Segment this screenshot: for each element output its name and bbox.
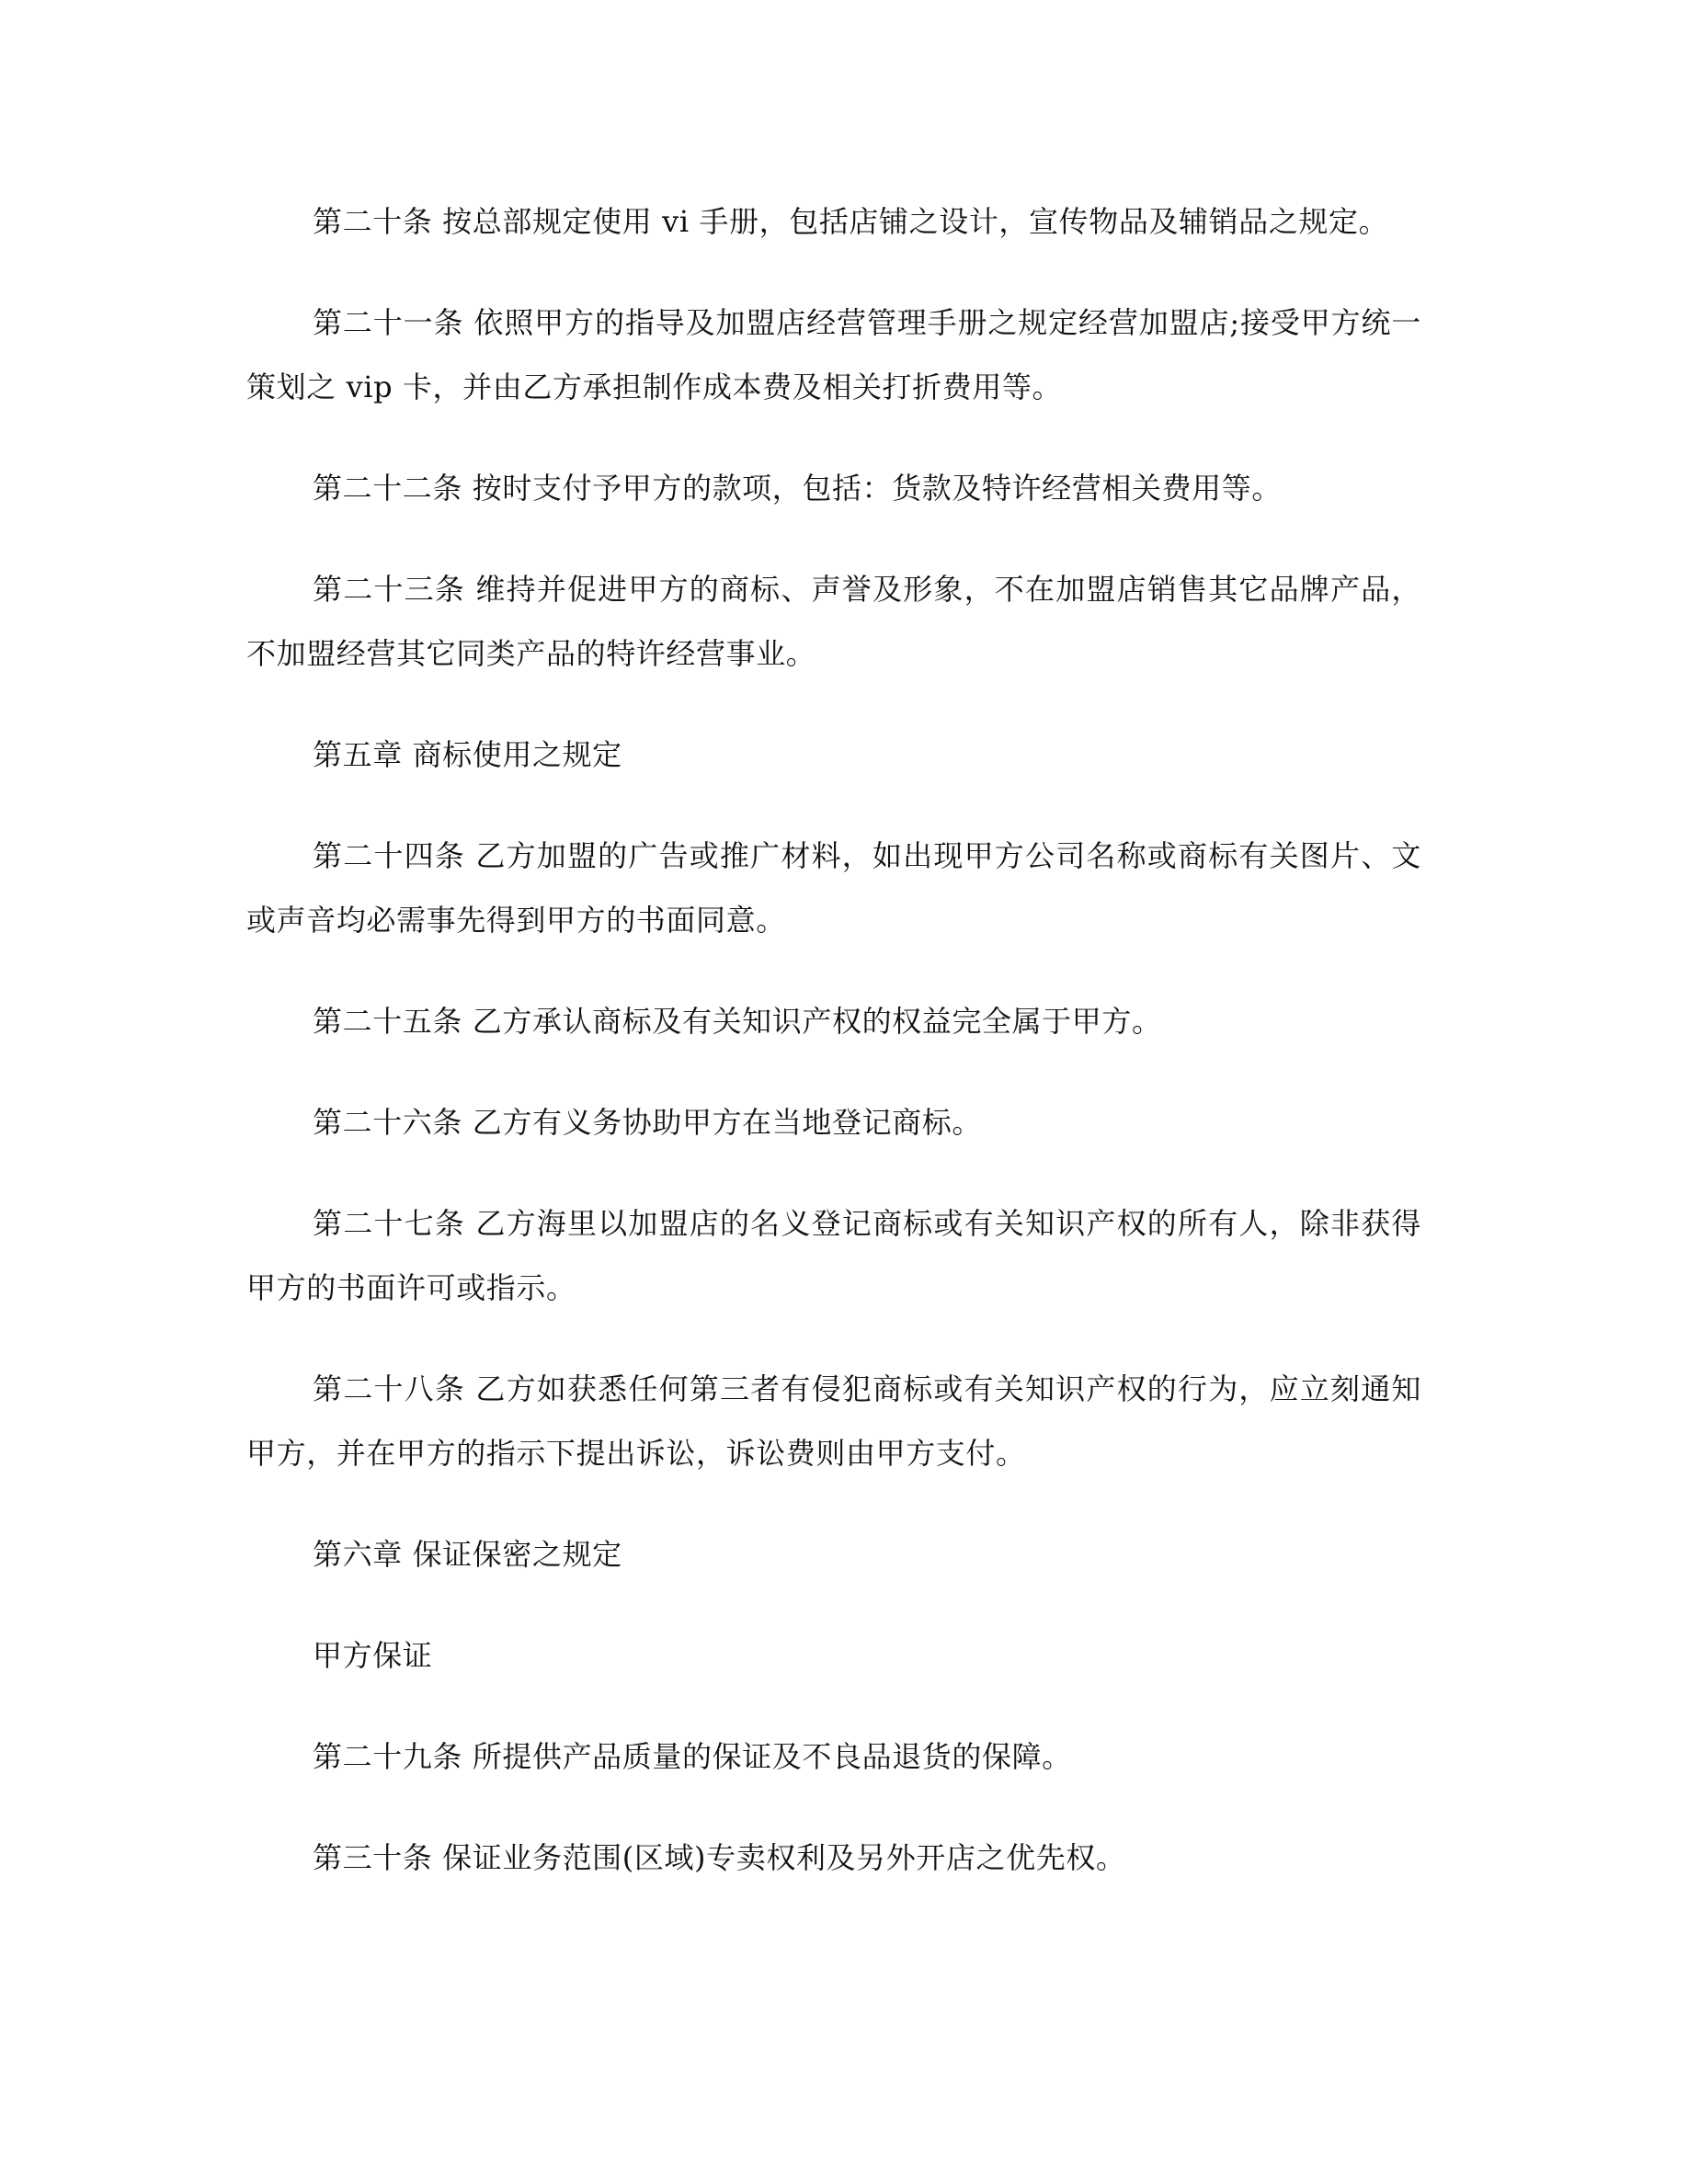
article-30: 第三十条 保证业务范围(区域)专卖权利及另外开店之优先权。 bbox=[313, 1840, 1126, 1875]
article-24: 第二十四条 乙方加盟的广告或推广材料，如出现甲方公司名称或商标有关图片、文或声音均必需事先得到甲方的书面同意。 bbox=[246, 838, 1421, 938]
article-26: 第二十六条 乙方有义务协助甲方在当地登记商标。 bbox=[313, 1105, 982, 1140]
article-23: 第二十三条 维持并促进甲方的商标、声誉及形象，不在加盟店销售其它品牌产品，不加盟经营其它同类产品的特许经营事业。 bbox=[246, 572, 1421, 671]
article-27: 第二十七条 乙方海里以加盟店的名义登记商标或有关知识产权的所有人，除非获得甲方的书面许可或指示。 bbox=[246, 1206, 1421, 1305]
article-28: 第二十八条 乙方如获悉任何第三者有侵犯商标或有关知识产权的行为，应立刻通知甲方，并在甲方的指示下提出诉讼，诉讼费则由甲方支付。 bbox=[246, 1371, 1421, 1471]
chapter-5-heading: 第五章 商标使用之规定 bbox=[313, 737, 622, 772]
article-22: 第二十二条 按时支付予甲方的款项，包括：货款及特许经营相关费用等。 bbox=[313, 471, 1282, 506]
party-a-guarantee-heading: 甲方保证 bbox=[313, 1638, 433, 1673]
chapter-6-heading: 第六章 保证保密之规定 bbox=[313, 1537, 622, 1572]
article-25: 第二十五条 乙方承认商标及有关知识产权的权益完全属于甲方。 bbox=[313, 1004, 1162, 1039]
article-29: 第二十九条 所提供产品质量的保证及不良品退货的保障。 bbox=[313, 1739, 1072, 1774]
article-20: 第二十条 按总部规定使用 vi 手册，包括店铺之设计，宣传物品及辅销品之规定。 bbox=[313, 204, 1389, 239]
article-21: 第二十一条 依照甲方的指导及加盟店经营管理手册之规定经营加盟店;接受甲方统一策划之 vip 卡，并由乙方承担制作成本费及相关打折费用等。 bbox=[246, 305, 1421, 404]
